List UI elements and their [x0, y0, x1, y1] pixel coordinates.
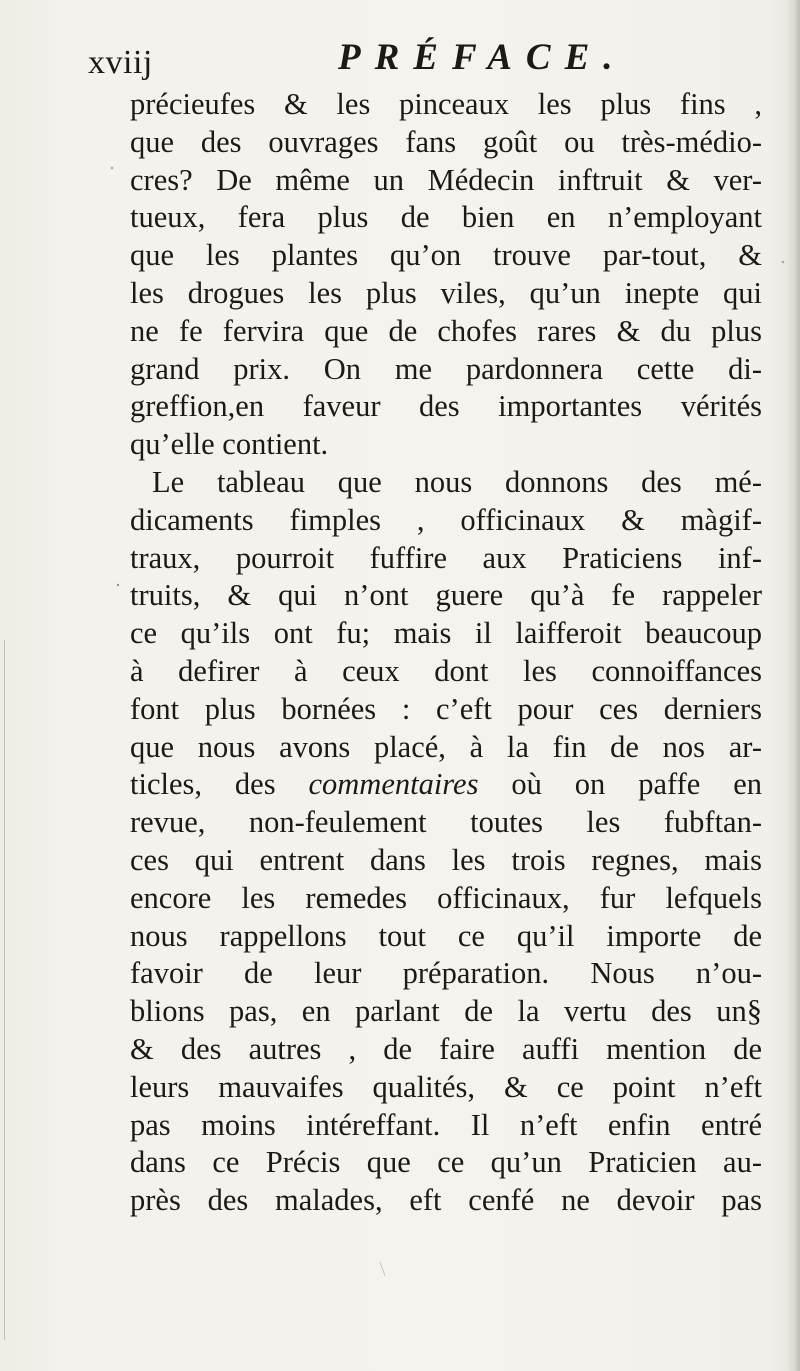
text-line: font plus bornées : c’eft pour ces derniers [130, 691, 762, 726]
text-line: & des autres , de faire auffi mention de [130, 1031, 762, 1066]
text-line: greffion,en faveur des importantes vérités [130, 389, 762, 424]
text-line: traux, pourroit fuffire aux Praticiens inf- [130, 540, 762, 575]
text-line: précieufes & les pinceaux les plus fins , [130, 87, 762, 121]
paragraph-first-line: Le tableau que nous donnons des mé- [152, 464, 762, 499]
margin-mark [4, 640, 5, 1340]
text-line: pas moins intéreffant. Il n’eft enfin entré [130, 1107, 762, 1142]
text-line: ce qu’ils ont fu; mais il laifferoit beaucoup [130, 616, 762, 651]
page-edge-shadow [786, 0, 800, 1371]
text-line: truits, & qui n’ont guere qu’à fe rappeler [130, 578, 762, 613]
text-line: leurs mauvaifes qualités, & ce point n’eft [130, 1069, 762, 1104]
text-line: ticles, des commentaires où on paffe en [130, 767, 762, 802]
running-title: PRÉFACE. [338, 37, 627, 78]
italic-term: commentaires [308, 767, 479, 802]
text-line: revue, non-feulement toutes les fubftan- [130, 805, 762, 840]
text-line: encore les remedes officinaux, fur lefquels [130, 880, 762, 915]
text-line: tueux, fera plus de bien en n’employant [130, 200, 762, 235]
text-line: favoir de leur préparation. Nous n’ou- [130, 956, 762, 991]
page-header [88, 26, 728, 82]
body-text [130, 86, 762, 1220]
text-line: que des ouvrages fans goût ou très-médio- [130, 124, 762, 159]
text-line: près des malades, eft cenfé ne devoir pas [130, 1183, 762, 1218]
text-line: dans ce Précis que ce qu’un Praticien au- [130, 1145, 762, 1180]
text-line: que les plantes qu’on trouve par-tout, & [130, 238, 762, 273]
text-line: nous rappellons tout ce qu’il importe de [130, 918, 762, 953]
text-line: grand prix. On me pardonnera cette di- [130, 351, 762, 386]
text-line: les drogues les plus viles, qu’un inepte qui [130, 275, 762, 310]
text-line: qu’elle contient. [130, 427, 329, 462]
text-line: que nous avons placé, à la fin de nos ar- [130, 729, 762, 764]
page-number: xviij [88, 44, 153, 81]
text-line: à defirer à ceux dont les connoiffances [130, 653, 762, 688]
text-line: dicaments fimples , officinaux & màgif- [130, 502, 762, 537]
text-line: blions pas, en parlant de la vertu des un§ [130, 994, 762, 1029]
text-line: ne fe fervira que de chofes rares & du plus [130, 313, 762, 348]
text-line: ces qui entrent dans les trois regnes, mais [130, 842, 762, 877]
text-line: cres? De même un Médecin inftruit & ver- [130, 162, 762, 197]
